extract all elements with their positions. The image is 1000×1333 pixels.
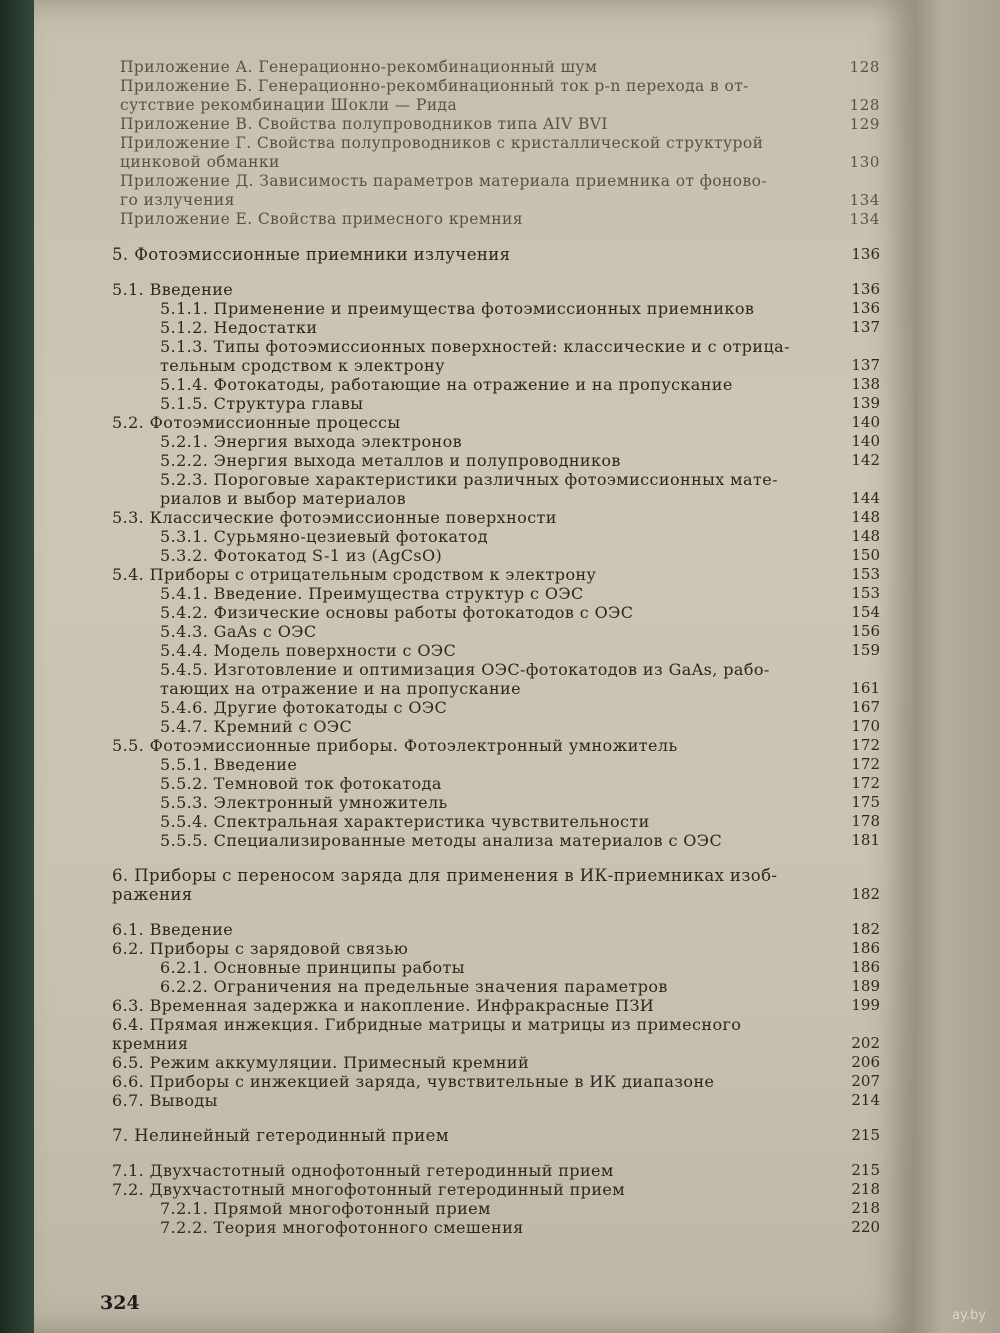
toc-entry-page: 172 — [851, 736, 880, 754]
toc-entry — [100, 774, 880, 793]
toc-entry — [100, 660, 880, 698]
toc-entry-title: 5.5.3. Электронный умножитель — [160, 793, 448, 812]
section-gap — [100, 904, 870, 920]
toc-entry-title: 5.5. Фотоэмиссионные приборы. Фотоэлектронный умножитель — [112, 736, 678, 755]
toc-entry-page: 134 — [849, 210, 880, 228]
toc-entry-page: 182 — [851, 885, 880, 903]
toc-entry-title: 6.4. Прямая инжекция. Гибридные матрицы и матрицы из примесного кремния — [112, 1015, 742, 1053]
section-gap — [100, 264, 870, 280]
toc-entry-page: 181 — [851, 831, 880, 849]
watermark: ay.by — [952, 1308, 986, 1323]
toc-entry-title: 5.2. Фотоэмиссионные процессы — [112, 413, 401, 432]
toc-entry-title: 5.1.1. Применение и преимущества фотоэмиссионных приемников — [160, 299, 755, 318]
toc-entry-title: 6.5. Режим аккумуляции. Примесный кремний — [112, 1053, 530, 1072]
toc-entry-title: 5.2.2. Энергия выхода металлов и полупроводников — [160, 451, 621, 470]
toc-entry-page: 148 — [851, 508, 880, 526]
toc-entry-title: 5.5.4. Спектральная характеристика чувствительности — [160, 812, 650, 831]
toc-entry-page: 156 — [851, 622, 880, 640]
toc-entry-page: 142 — [851, 451, 880, 469]
toc-entry-page: 189 — [851, 977, 880, 995]
toc-entry-page: 220 — [851, 1218, 880, 1236]
toc-entry-page: 159 — [851, 641, 880, 659]
toc-entry-title: 7.2.2. Теория многофотонного смешения — [160, 1218, 524, 1237]
toc-entry — [100, 584, 880, 603]
toc-entry-page: 178 — [851, 812, 880, 830]
toc-entry — [100, 996, 880, 1015]
toc-entry-page: 175 — [851, 793, 880, 811]
section-gap — [100, 1110, 870, 1126]
toc-entry-title: 5.4.3. GaAs с ОЭС — [160, 622, 317, 641]
toc-entry-title: 5.1.4. Фотокатоды, работающие на отражение и на пропускание — [160, 375, 733, 394]
toc-entry — [100, 280, 880, 299]
toc-entry-page: 172 — [851, 755, 880, 773]
toc-entry-title: 5.5.2. Темновой ток фотокатода — [160, 774, 442, 793]
toc-entry-title: 6. Приборы с переносом заряда для применения в ИК-приемниках изоб- ражения — [112, 866, 778, 904]
toc-entry-page: 139 — [851, 394, 880, 412]
toc-entry — [100, 603, 880, 622]
toc-entry-title: 5.4.6. Другие фотокатоды с ОЭС — [160, 698, 448, 717]
toc-entry-page: 182 — [851, 920, 880, 938]
toc-entry-title: 5.1.3. Типы фотоэмиссионных поверхностей: классические и с отрица- тельным сродством к электрону — [160, 337, 790, 375]
toc-entry — [100, 375, 880, 394]
toc-entry-page: 215 — [851, 1126, 880, 1144]
toc-entry-page: 172 — [851, 774, 880, 792]
toc-entry — [100, 245, 880, 264]
toc-entry — [100, 508, 880, 527]
toc-entry — [100, 812, 880, 831]
toc-entry-page: 136 — [851, 245, 880, 263]
toc-entry-page: 207 — [851, 1072, 880, 1090]
section-gap — [100, 1145, 870, 1161]
toc-entry — [100, 1218, 880, 1237]
toc-entry-title: Приложение Г. Свойства полупроводников с кристаллической структурой цинковой обманки — [120, 134, 764, 171]
toc-entry-title: 5.4.4. Модель поверхности с ОЭС — [160, 641, 457, 660]
toc-entry — [100, 1126, 880, 1145]
toc-entry — [100, 641, 880, 660]
toc-entry — [100, 134, 880, 172]
toc-entry-title: 6.6. Приборы с инжекцией заряда, чувствительные в ИК диапазоне — [112, 1072, 715, 1091]
toc-entry-title: 6.7. Выводы — [112, 1091, 218, 1110]
toc-entry — [100, 698, 880, 717]
toc-entry — [100, 1053, 880, 1072]
toc-entry — [100, 1072, 880, 1091]
section-gap — [100, 229, 870, 245]
toc-entry-page: 218 — [851, 1180, 880, 1198]
toc-entry-title: 5.4.1. Введение. Преимущества структур с ОЭС — [160, 584, 584, 603]
toc-entry — [100, 1180, 880, 1199]
toc-entry-title: Приложение Б. Генерационно-рекомбинационный ток p-n перехода в от- сутствие рекомбинации Шокли — Рида — [120, 77, 749, 114]
toc-entry — [100, 451, 880, 470]
toc-entry — [100, 920, 880, 939]
toc-entry-page: 140 — [851, 413, 880, 431]
toc-entry — [100, 470, 880, 508]
toc-entry — [100, 115, 880, 134]
toc-entry-title: 5.2.3. Пороговые характеристики различных фотоэмиссионных мате- риалов и выбор материалов — [160, 470, 778, 508]
toc-entry-title: 5.1. Введение — [112, 280, 234, 299]
toc-entry-page: 150 — [851, 546, 880, 564]
toc-entry — [100, 546, 880, 565]
toc-entry-title: Приложение Д. Зависимость параметров материала приемника от фоново- го излучения — [120, 172, 767, 209]
toc-entry-title: Приложение В. Свойства полупроводников типа AIV BVI — [120, 115, 608, 133]
toc-entry — [100, 1091, 880, 1110]
toc-entry-page: 199 — [851, 996, 880, 1014]
toc-entry — [100, 958, 880, 977]
toc-entry — [100, 939, 880, 958]
toc-entry-title: 6.3. Временная задержка и накопление. Инфракрасные ПЗИ — [112, 996, 655, 1015]
toc-entry — [100, 622, 880, 641]
toc-entry — [100, 793, 880, 812]
toc-entry-page: 134 — [849, 191, 880, 209]
toc-entry-page: 202 — [851, 1034, 880, 1052]
toc-entry-title: 7.1. Двухчастотный однофотонный гетеродинный прием — [112, 1161, 614, 1180]
toc-entry-title: 5.4.2. Физические основы работы фотокатодов с ОЭС — [160, 603, 634, 622]
toc-entry-page: 129 — [849, 115, 880, 133]
toc-entry — [100, 755, 880, 774]
toc-entry-title: 5.4. Приборы с отрицательным сродством к электрону — [112, 565, 597, 584]
toc-entry-title: 5.5.5. Специализированные методы анализа материалов с ОЭС — [160, 831, 723, 850]
page-number: 324 — [100, 1292, 140, 1314]
toc-entry-title: Приложение А. Генерационно-рекомбинационный шум — [120, 58, 598, 76]
toc-entry — [100, 1161, 880, 1180]
toc-entry — [100, 77, 880, 115]
toc-entry — [100, 58, 880, 77]
toc-entry — [100, 866, 880, 904]
toc-entry-page: 128 — [849, 96, 880, 114]
toc-entry-page: 161 — [851, 679, 880, 697]
toc-entry — [100, 1015, 880, 1053]
toc-entry — [100, 736, 880, 755]
toc-entry-page: 153 — [851, 584, 880, 602]
toc-entry-title: 5.5.1. Введение — [160, 755, 298, 774]
toc-entry — [100, 565, 880, 584]
toc-entry-page: 137 — [851, 356, 880, 374]
toc-entry-title: Приложение Е. Свойства примесного кремния — [120, 210, 523, 228]
toc-entry-page: 138 — [851, 375, 880, 393]
toc-entry — [100, 413, 880, 432]
toc-entry-title: 5.1.2. Недостатки — [160, 318, 318, 337]
toc-entry — [100, 717, 880, 736]
toc-entry-title: 5.3.1. Сурьмяно-цезиевый фотокатод — [160, 527, 488, 546]
toc-entry-title: 7. Нелинейный гетеродинный прием — [112, 1126, 450, 1145]
toc-entry-title: 7.2.1. Прямой многофотонный прием — [160, 1199, 491, 1218]
toc-entry — [100, 432, 880, 451]
toc-entry-page: 170 — [851, 717, 880, 735]
toc-entry-page: 136 — [851, 280, 880, 298]
toc-entry-title: 6.1. Введение — [112, 920, 234, 939]
toc-entry — [100, 337, 880, 375]
toc-entry — [100, 299, 880, 318]
toc-entry-title: 6.2.2. Ограничения на предельные значения параметров — [160, 977, 668, 996]
toc-entry — [100, 977, 880, 996]
toc-entry — [100, 318, 880, 337]
toc-entry-title: 6.2. Приборы с зарядовой связью — [112, 939, 409, 958]
toc-entry-title: 7.2. Двухчастотный многофотонный гетеродинный прием — [112, 1180, 626, 1199]
toc-entry-page: 153 — [851, 565, 880, 583]
toc-entry-page: 167 — [851, 698, 880, 716]
toc-entry-page: 206 — [851, 1053, 880, 1071]
toc-entry-page: 154 — [851, 603, 880, 621]
toc-entry — [100, 831, 880, 850]
toc-entry-page: 136 — [851, 299, 880, 317]
toc-entry-page: 137 — [851, 318, 880, 336]
toc-entry-page: 148 — [851, 527, 880, 545]
toc-entry-title: 5.4.5. Изготовление и оптимизация ОЭС-фотокатодов из GaAs, рабо- тающих на отражение и на пропускание — [160, 660, 770, 698]
toc-entry-page: 186 — [851, 958, 880, 976]
toc-entry-page: 186 — [851, 939, 880, 957]
toc-entry — [100, 172, 880, 210]
facing-page-edge — [905, 0, 1000, 1333]
toc-entry-page: 144 — [851, 489, 880, 507]
toc-entry-title: 6.2.1. Основные принципы работы — [160, 958, 465, 977]
toc-entry-page: 140 — [851, 432, 880, 450]
toc-entry — [100, 210, 880, 229]
toc-entry — [100, 527, 880, 546]
table-of-contents — [100, 58, 880, 1237]
toc-entry-page: 130 — [849, 153, 880, 171]
toc-entry-title: 5.1.5. Структура главы — [160, 394, 364, 413]
toc-entry — [100, 394, 880, 413]
toc-entry-title: 5. Фотоэмиссионные приемники излучения — [112, 245, 511, 264]
toc-entry-title: 5.3. Классические фотоэмиссионные поверхности — [112, 508, 557, 527]
toc-entry-page: 214 — [851, 1091, 880, 1109]
toc-entry — [100, 1199, 880, 1218]
toc-entry-page: 218 — [851, 1199, 880, 1217]
toc-entry-title: 5.2.1. Энергия выхода электронов — [160, 432, 463, 451]
section-gap — [100, 850, 870, 866]
toc-entry-title: 5.3.2. Фотокатод S-1 из (AgCsO) — [160, 546, 443, 565]
toc-entry-title: 5.4.7. Кремний с ОЭС — [160, 717, 353, 736]
toc-entry-page: 215 — [851, 1161, 880, 1179]
toc-entry-page: 128 — [849, 58, 880, 76]
